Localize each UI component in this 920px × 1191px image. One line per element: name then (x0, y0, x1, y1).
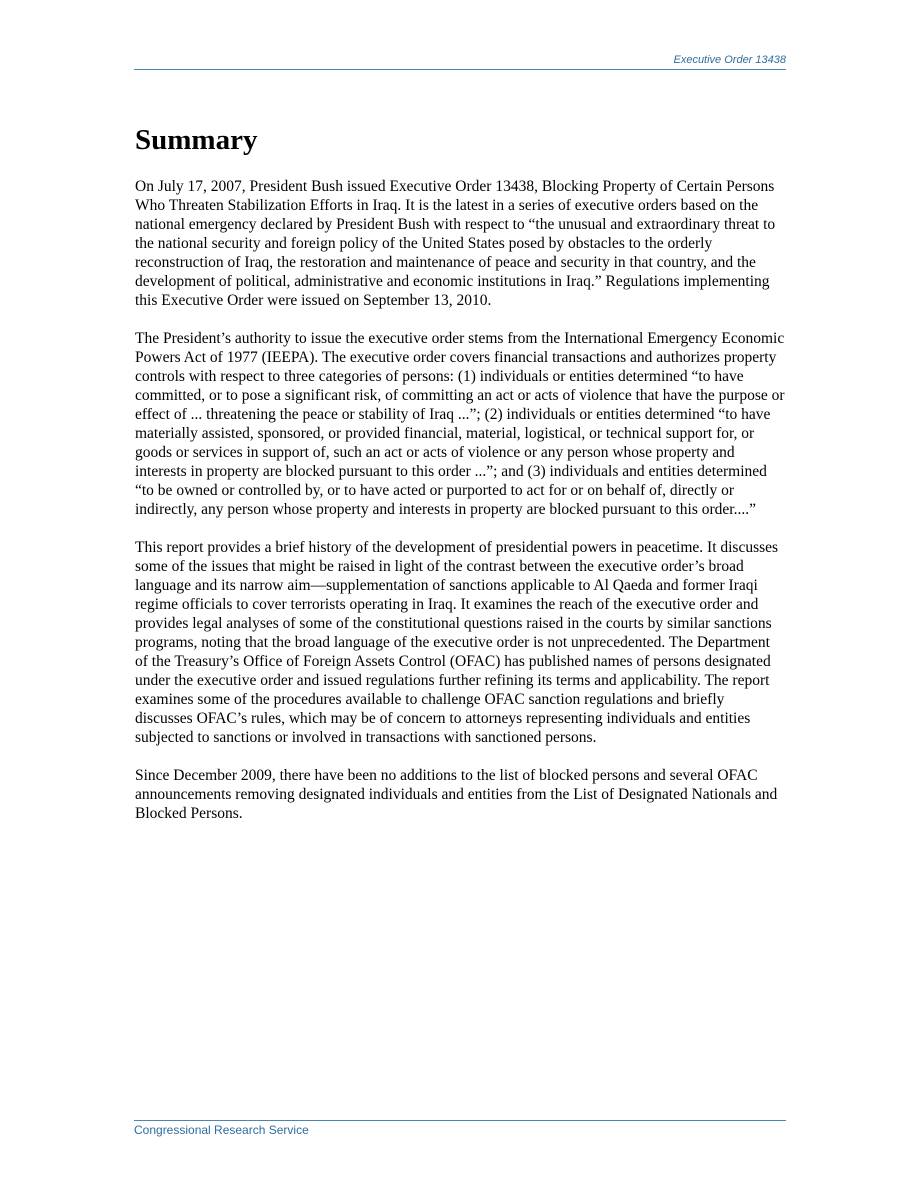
summary-paragraph-1: On July 17, 2007, President Bush issued Executive Order 13438, Blocking Property of Certain Persons Who Threaten Stabilization Efforts in Iraq. It is the latest in a series of executive orders based on the national emergency declared by President Bush with respect to “the unusual and extraordinary threat to the national security and foreign policy of the United States posed by obstacles to the orderly reconstruction of Iraq, the restoration and maintenance of peace and security in that country, and the development of political, administrative and economic institutions in Iraq.” Regulations implementing this Executive Order were issued on September 13, 2010. (135, 178, 776, 309)
summary-paragraph-3: This report provides a brief history of the development of presidential powers in peacetime. It discusses some of the issues that might be raised in light of the contrast between the executive order’s broad language and its narrow aim—supplementation of sanctions applicable to Al Qaeda and former Iraqi regime officials to cover terrorists operating in Iraq. It examines the reach of the executive order and provides legal analyses of some of the constitutional questions raised in the courts by similar sanctions programs, noting that the broad language of the executive order is not unprecedented. The Department of the Treasury’s Office of Foreign Assets Control (OFAC) has published names of persons designated under the executive order and issued regulations further refining its terms and applicability. The report examines some of the procedures available to challenge OFAC sanction regulations and briefly discusses OFAC’s rules, which may be of concern to attorneys representing individuals and entities subjected to sanctions or involved in transactions with sanctioned persons. (135, 539, 779, 746)
page-title: Summary (135, 124, 258, 156)
running-footer (134, 1120, 786, 1137)
summary-paragraph-2: The President’s authority to issue the executive order stems from the International Emergency Economic Powers Act of 1977 (IEEPA). The executive order covers financial transactions and authorizes property controls with respect to three categories of persons: (1) individuals or entities determined “to have committed, or to pose a significant risk, of committing an act or acts of violence that have the purpose or effect of ... threatening the peace or stability of Iraq ...”; (2) individuals or entities determined “to have materially assisted, sponsored, or provided financial, material, logistical, or technical support for, or goods or services in support of, such an act or acts of violence or any person whose property and interests in property are blocked pursuant to this order ...”; and (3) individuals and entities determined “to be owned or controlled by, or to have acted or purported to act for or on behalf of, directly or indirectly, any person whose property and interests in property are blocked pursuant to this order....” (135, 330, 785, 518)
footer-organization: Congressional Research Service (134, 1123, 309, 1137)
summary-body (135, 177, 785, 842)
summary-paragraph-4: Since December 2009, there have been no additions to the list of blocked persons and several OFAC announcements removing designated individuals and entities from the List of Designated Nationals and Blocked Persons. (135, 767, 778, 822)
running-header (134, 54, 786, 70)
running-header-title: Executive Order 13438 (673, 54, 786, 66)
